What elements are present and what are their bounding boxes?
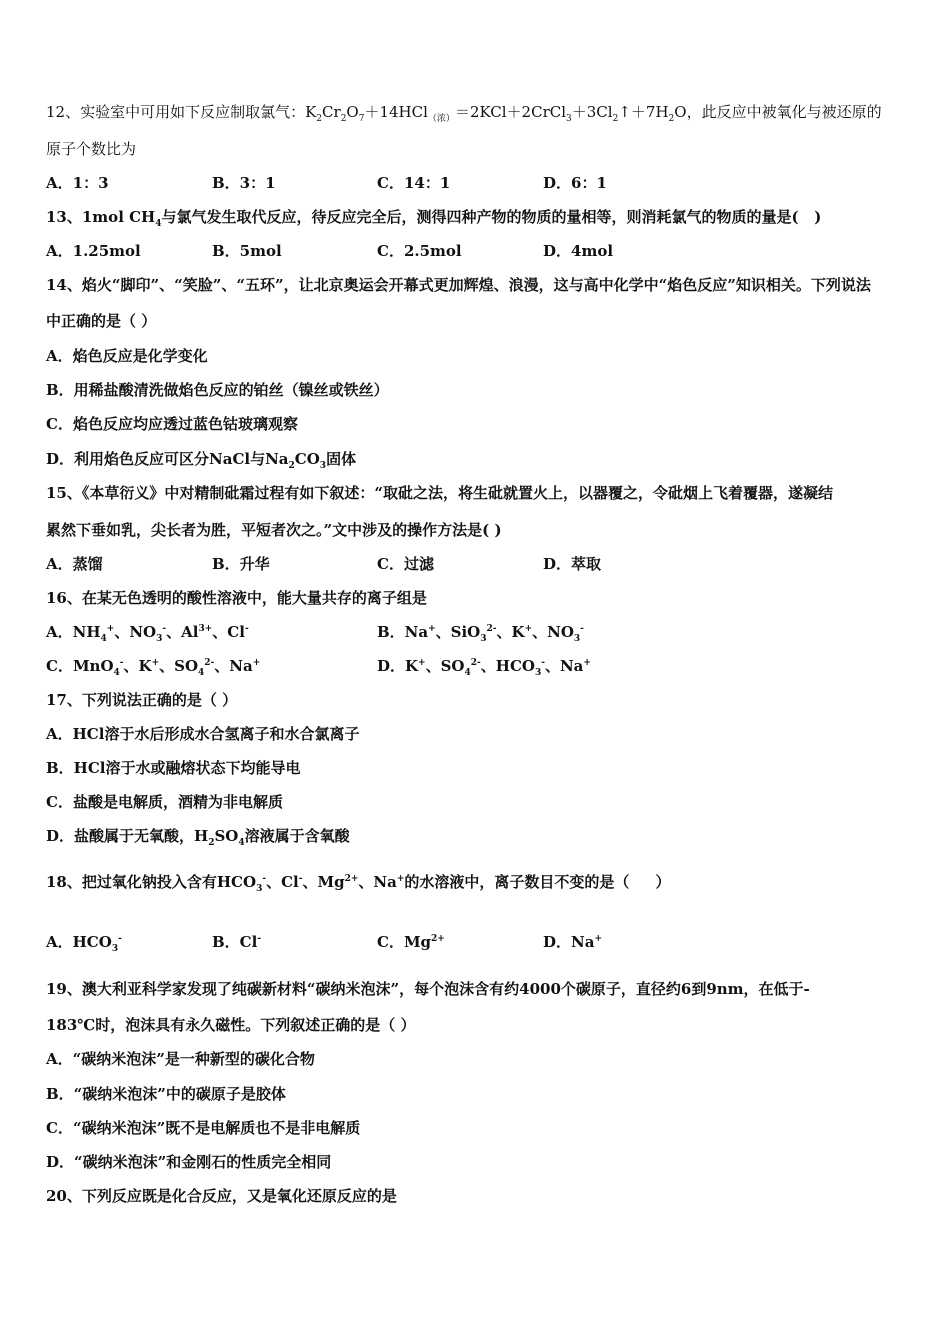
q13-option-d[interactable]: D．4mol	[543, 242, 614, 260]
q19-option-c[interactable]: C．“碳纳米泡沫”既不是电解质也不是非电解质	[46, 1119, 361, 1137]
q15-option-c[interactable]: C．过滤	[377, 555, 434, 573]
q14-line2: 中正确的是（ ）	[46, 312, 157, 330]
q19-line2: 183℃时，泡沫具有永久磁性。下列叙述正确的是（ ）	[46, 1016, 416, 1034]
q15-option-a[interactable]: A．蒸馏	[46, 555, 103, 573]
q13-stem: 13、1mol $CH_4$与氯气发生取代反应，待反应完全后，测得四种产物的物质的量相等，则消耗氯气的物质的量是( )	[46, 208, 822, 229]
q16-option-b[interactable]: B．Na+、SiO$_3^{2-}$、K+、$NO_3^-$	[377, 623, 584, 644]
q14-option-a[interactable]: A．焰色反应是化学变化	[46, 347, 208, 365]
q18-option-b[interactable]: B．Cl-	[212, 933, 262, 951]
q19-line1: 19、澳大利亚科学家发现了纯碳新材料“碳纳米泡沫”，每个泡沫含有约4000个碳原子，直径约6到9nm，在低于-	[46, 980, 810, 998]
q17-option-b[interactable]: B．HCl溶于水或融熔状态下均能导电	[46, 759, 301, 777]
q17-stem: 17、下列说法正确的是（ ）	[46, 691, 238, 709]
q19-option-a[interactable]: A．“碳纳米泡沫”是一种新型的碳化合物	[46, 1050, 315, 1068]
q15-line1: 15、《本草衍义》中对精制砒霜过程有如下叙述：“取砒之法，将生砒就置火上，以器覆之，令砒烟上飞着覆器，遂凝结	[46, 484, 834, 502]
q14-line1: 14、焰火“脚印”、“笑脸”、“五环”，让北京奥运会开幕式更加辉煌、浪漫，这与高中化学中“焰色反应”知识相关。下列说法	[46, 276, 871, 294]
q12-option-b[interactable]: B．3：1	[212, 174, 276, 192]
q14-option-b[interactable]: B．用稀盐酸清洗做焰色反应的铂丝（镍丝或铁丝）	[46, 381, 389, 399]
q17-option-d[interactable]: D．盐酸属于无氧酸，$H_2SO_4$溶液属于含氧酸	[46, 827, 350, 848]
q20-stem: 20、下列反应既是化合反应，又是氧化还原反应的是	[46, 1187, 397, 1205]
q19-option-b[interactable]: B．“碳纳米泡沫”中的碳原子是胶体	[46, 1085, 286, 1103]
q12-option-a[interactable]: A．1：3	[46, 174, 109, 192]
q17-option-c[interactable]: C．盐酸是电解质，酒精为非电解质	[46, 793, 283, 811]
q12-line2: 原子个数比为	[46, 140, 137, 158]
q16-option-d[interactable]: D．K+、$SO_4^{2-}$、$HCO_3^-$、Na+	[377, 657, 591, 678]
q16-option-c[interactable]: C．MnO$_4$-、K+、$SO_4^{2-}$、Na+	[46, 657, 261, 678]
q15-option-b[interactable]: B．升华	[212, 555, 270, 573]
q16-stem: 16、在某无色透明的酸性溶液中，能大量共存的离子组是	[46, 589, 427, 607]
q19-option-d[interactable]: D．“碳纳米泡沫”和金刚石的性质完全相同	[46, 1153, 332, 1171]
q13-option-a[interactable]: A．1.25mol	[46, 242, 141, 260]
q14-option-c[interactable]: C．焰色反应均应透过蓝色钴玻璃观察	[46, 415, 298, 433]
q18-option-c[interactable]: C．$Mg^{2+}$	[377, 933, 445, 951]
q12-option-d[interactable]: D．6：1	[543, 174, 607, 192]
q18-option-a[interactable]: A．$HCO_3^-$	[46, 933, 122, 954]
q12-option-c[interactable]: C．14：1	[377, 174, 451, 192]
q12-line1: 12、实验室中可用如下反应制取氯气：$K_2Cr_2O_7+14HCl_{(浓)}=2KCl+2CrCl_3+3Cl_2↑+7H_2O$，此反应中被氧化与被还原的	[46, 103, 882, 124]
q15-line2: 累然下垂如乳，尖长者为胜，平短者次之。”文中涉及的操作方法是( )	[46, 521, 502, 539]
q17-option-a[interactable]: A．HCl溶于水后形成水合氢离子和水合氯离子	[46, 725, 360, 743]
q18-option-d[interactable]: D．Na+	[543, 933, 602, 951]
q15-option-d[interactable]: D．萃取	[543, 555, 602, 573]
q13-option-c[interactable]: C．2.5mol	[377, 242, 462, 260]
q16-option-a[interactable]: A．$NH_4^+$、$NO_3^-$、$Al^{3+}$、Cl-	[46, 623, 249, 644]
q13-option-b[interactable]: B．5mol	[212, 242, 282, 260]
q18-stem: 18、把过氧化钠投入含有$HCO_3^-$、Cl-、$Mg^{2+}$、Na+的水溶液中，离子数目不变的是（ ）	[46, 873, 671, 894]
q14-option-d[interactable]: D．利用焰色反应可区分NaCl与$Na_2CO_3$固体	[46, 450, 357, 471]
